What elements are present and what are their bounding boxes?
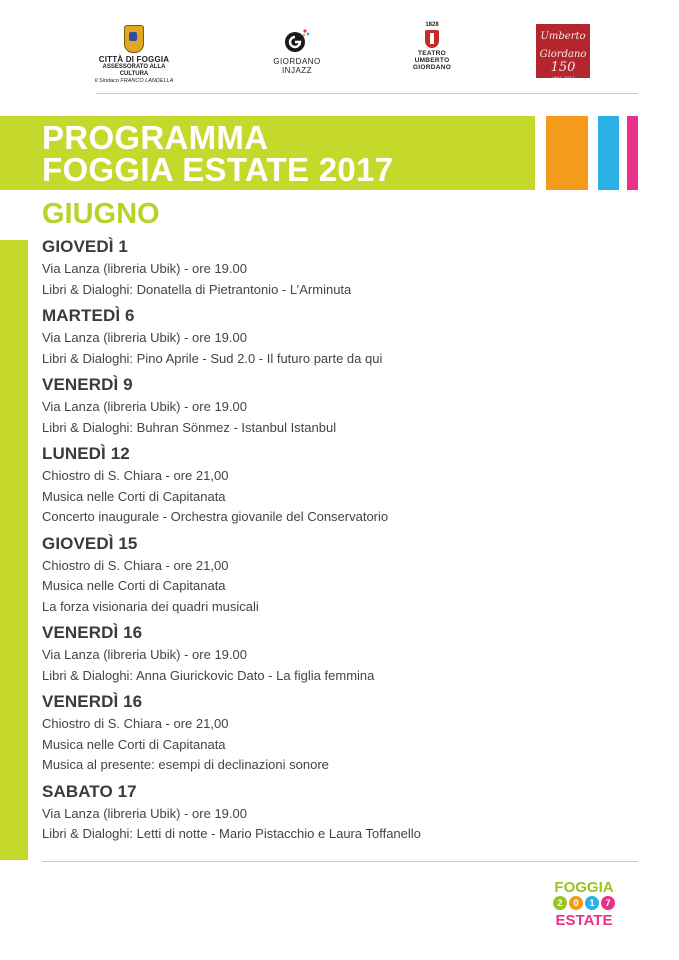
event-detail-line: Chiostro di S. Chiara - ore 21,00 (42, 468, 229, 483)
event-detail-line: Via Lanza (libreria Ubik) - ore 19.00 (42, 805, 247, 821)
event-item (42, 781, 642, 845)
event-detail-line: Chiostro di S. Chiara - ore 21,00 (42, 716, 229, 731)
header-logos (0, 22, 679, 88)
event-detail-line: Libri & Dialoghi: Donatella di Pietrantonio - L’Arminuta (42, 281, 352, 297)
umberto-giordano-150-logo (536, 24, 590, 78)
event-detail-line: Via Lanza (libreria Ubik) - ore 19.00 (42, 261, 247, 276)
event-detail-line: Chiostro di S. Chiara - ore 21,00 (42, 557, 229, 573)
foggia-estate-logo (546, 880, 622, 928)
event-day: LUNEDÌ 12 (42, 444, 130, 463)
ug-line3: 150 (550, 60, 576, 75)
event-day: GIOVEDÌ 1 (42, 237, 128, 256)
teatro-line2: UMBERTO (414, 57, 450, 64)
event-detail-line: Musica al presente: esempi di declinazioni sonore (42, 757, 329, 772)
gj-mark-icon (284, 28, 310, 54)
left-accent-bar (0, 240, 28, 860)
event-list (42, 236, 642, 845)
bottom-divider (42, 861, 638, 862)
event-item (42, 374, 642, 438)
event-detail-line: Musica nelle Corti di Capitanata (42, 488, 226, 504)
teatro-year: 1828 (425, 22, 439, 28)
event-day: MARTEDÌ 6 (42, 306, 135, 325)
event-day: VENERDÌ 16 (42, 692, 143, 711)
ug-line2: Giordano (539, 49, 587, 60)
blue-stripe (598, 116, 619, 190)
event-detail-line: Via Lanza (libreria Ubik) - ore 19.00 (42, 647, 247, 662)
event-item (42, 236, 642, 300)
event-detail-line: Libri & Dialoghi: Buhran Sönmez - Istanbul Istanbul (42, 419, 337, 435)
pink-stripe (627, 116, 638, 190)
event-item (42, 533, 642, 618)
event-detail-line: Libri & Dialoghi: Anna Giurickovic Dato - La figlia femmina (42, 667, 375, 683)
event-detail-line: Via Lanza (libreria Ubik) - ore 19.00 (42, 330, 247, 345)
event-item (42, 305, 642, 369)
event-day: GIOVEDÌ 15 (42, 533, 138, 553)
event-detail-line: Via Lanza (libreria Ubik) - ore 19.00 (42, 399, 247, 414)
page-title-line1: PROGRAMMA (42, 119, 269, 156)
foot-logo-digits (546, 896, 622, 912)
event-detail-line: Concerto inaugurale - Orchestra giovanile del Conservatorio (42, 509, 389, 524)
event-item (42, 622, 642, 686)
event-day: SABATO 17 (42, 781, 137, 801)
event-day: VENERDÌ 16 (42, 623, 143, 642)
page-title-line2: FOGGIA ESTATE 2017 (42, 151, 394, 188)
teatro-line1: TEATRO (417, 50, 447, 57)
teatro-giordano-logo (404, 22, 460, 71)
teatro-shield-icon (425, 30, 439, 48)
teatro-line3: GIORDANO (412, 64, 452, 71)
foot-logo-top: FOGGIA (554, 879, 614, 896)
foggia-logo-line1: CITTÀ DI FOGGIA (98, 55, 170, 64)
city-crest-icon (124, 25, 144, 53)
event-detail-line: Libri & Dialoghi: Letti di notte - Mario Pistacchio e Laura Toffanello (42, 826, 421, 841)
citta-di-foggia-logo (88, 22, 180, 85)
event-detail-line: Libri & Dialoghi: Pino Aprile - Sud 2.0 - Il futuro parte da qui (42, 350, 383, 366)
injazz-line2: INJAZZ (281, 66, 313, 75)
foggia-logo-line2: ASSESSORATO ALLA CULTURA (102, 64, 166, 77)
digit-ball: 7 (601, 896, 615, 910)
foggia-logo-line3: Il Sindaco FRANCO LANDELLA (94, 78, 174, 84)
injazz-line1: GIORDANO (273, 57, 321, 66)
month-heading: GIUGNO (42, 198, 160, 230)
event-item (42, 443, 642, 528)
digit-ball: 1 (585, 896, 599, 910)
event-detail-line: Musica nelle Corti di Capitanata (42, 578, 226, 593)
digit-ball: 0 (569, 896, 583, 910)
foot-logo-bottom: ESTATE (555, 912, 613, 929)
event-day: VENERDÌ 9 (42, 375, 133, 394)
giordano-injazz-logo (266, 22, 328, 75)
digit-ball: 2 (553, 896, 567, 910)
event-detail-line: La forza visionaria dei quadri musicali (42, 598, 259, 614)
orange-stripe (546, 116, 588, 190)
event-item (42, 691, 642, 776)
top-divider (96, 93, 638, 94)
event-detail-line: Musica nelle Corti di Capitanata (42, 736, 226, 752)
ug-line1: Umberto (540, 31, 586, 42)
ug-line4: 1867-2017 (551, 75, 575, 80)
